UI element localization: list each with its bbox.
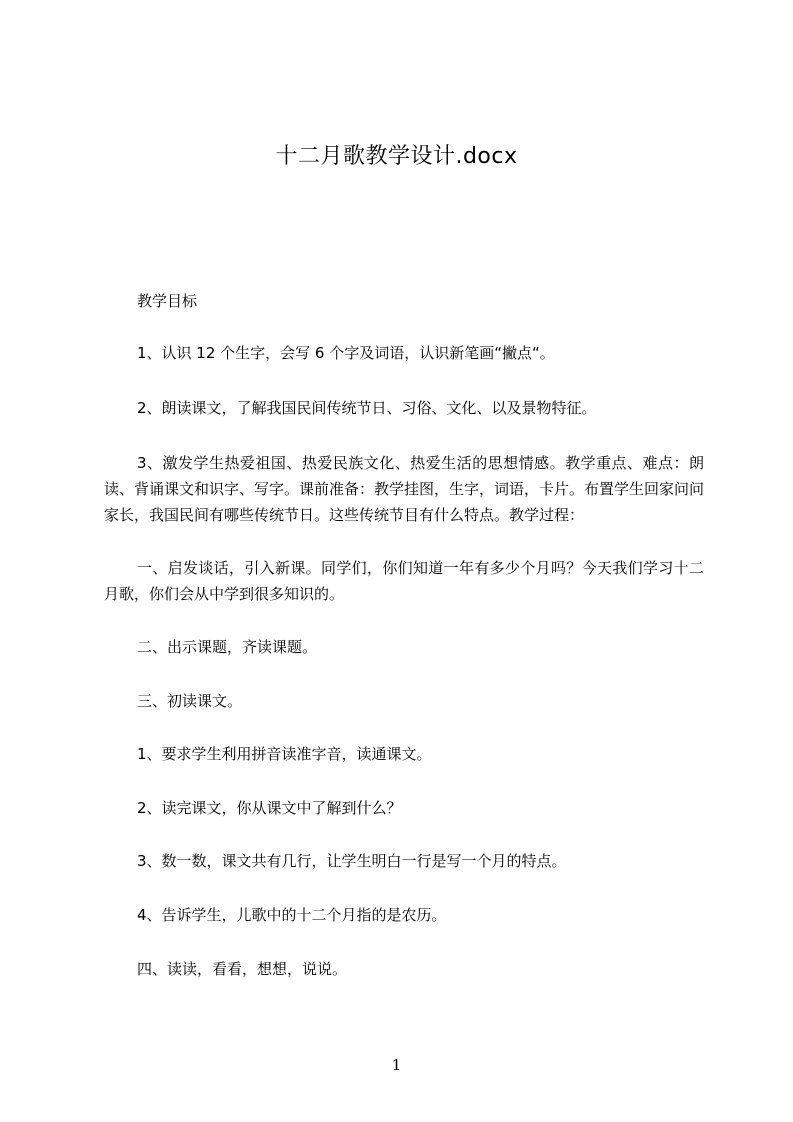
paragraph-section-3: 三、初读课文。 — [137, 692, 243, 710]
paragraph-goal-1: 1、认识 12 个生字，会写 6 个字及词语，认识新笔画“撇点“。 — [137, 344, 555, 362]
paragraph-step-2: 2、读完课文，你从课文中了解到什么？ — [137, 799, 402, 817]
paragraph-teaching-goals: 教学目标 — [137, 292, 198, 310]
paragraph-step-4: 4、告诉学生，儿歌中的十二个月指的是农历。 — [137, 906, 447, 924]
paragraph-step-1: 1、要求学生利用拼音读准字音，读通课文。 — [137, 745, 432, 763]
paragraph-step-3: 3、数一数，课文共有几行，让学生明白一行是写一个月的特点。 — [137, 852, 567, 870]
paragraph-goal-3: 3、激发学生热爱祖国、热爱民族文化、热爱生活的思想情感。教学重点、难点：朗读、背诵课文和识字、写字。课前准备：教学挂图，生字，词语，卡片。布置学生回家问问家长，我国民间有哪些传统节日。这些传统节目有什么特点。教学过程： — [104, 454, 705, 524]
paragraph-section-2: 二、出示课题，齐读课题。 — [137, 638, 318, 656]
paragraph-goal-2: 2、朗读课文，了解我国民间传统节日、习俗、文化、以及景物特征。 — [137, 399, 597, 417]
paragraph-section-1: 一、启发谈话，引入新课。同学们，你们知道一年有多少个月吗？今天我们学习十二月歌，你们会从中学到很多知识的。 — [104, 559, 704, 603]
page-number: 1 — [391, 1056, 402, 1074]
paragraph-section-4: 四、读读，看看，想想，说说。 — [137, 960, 348, 978]
document-title: 十二月歌教学设计.docx — [275, 144, 518, 169]
